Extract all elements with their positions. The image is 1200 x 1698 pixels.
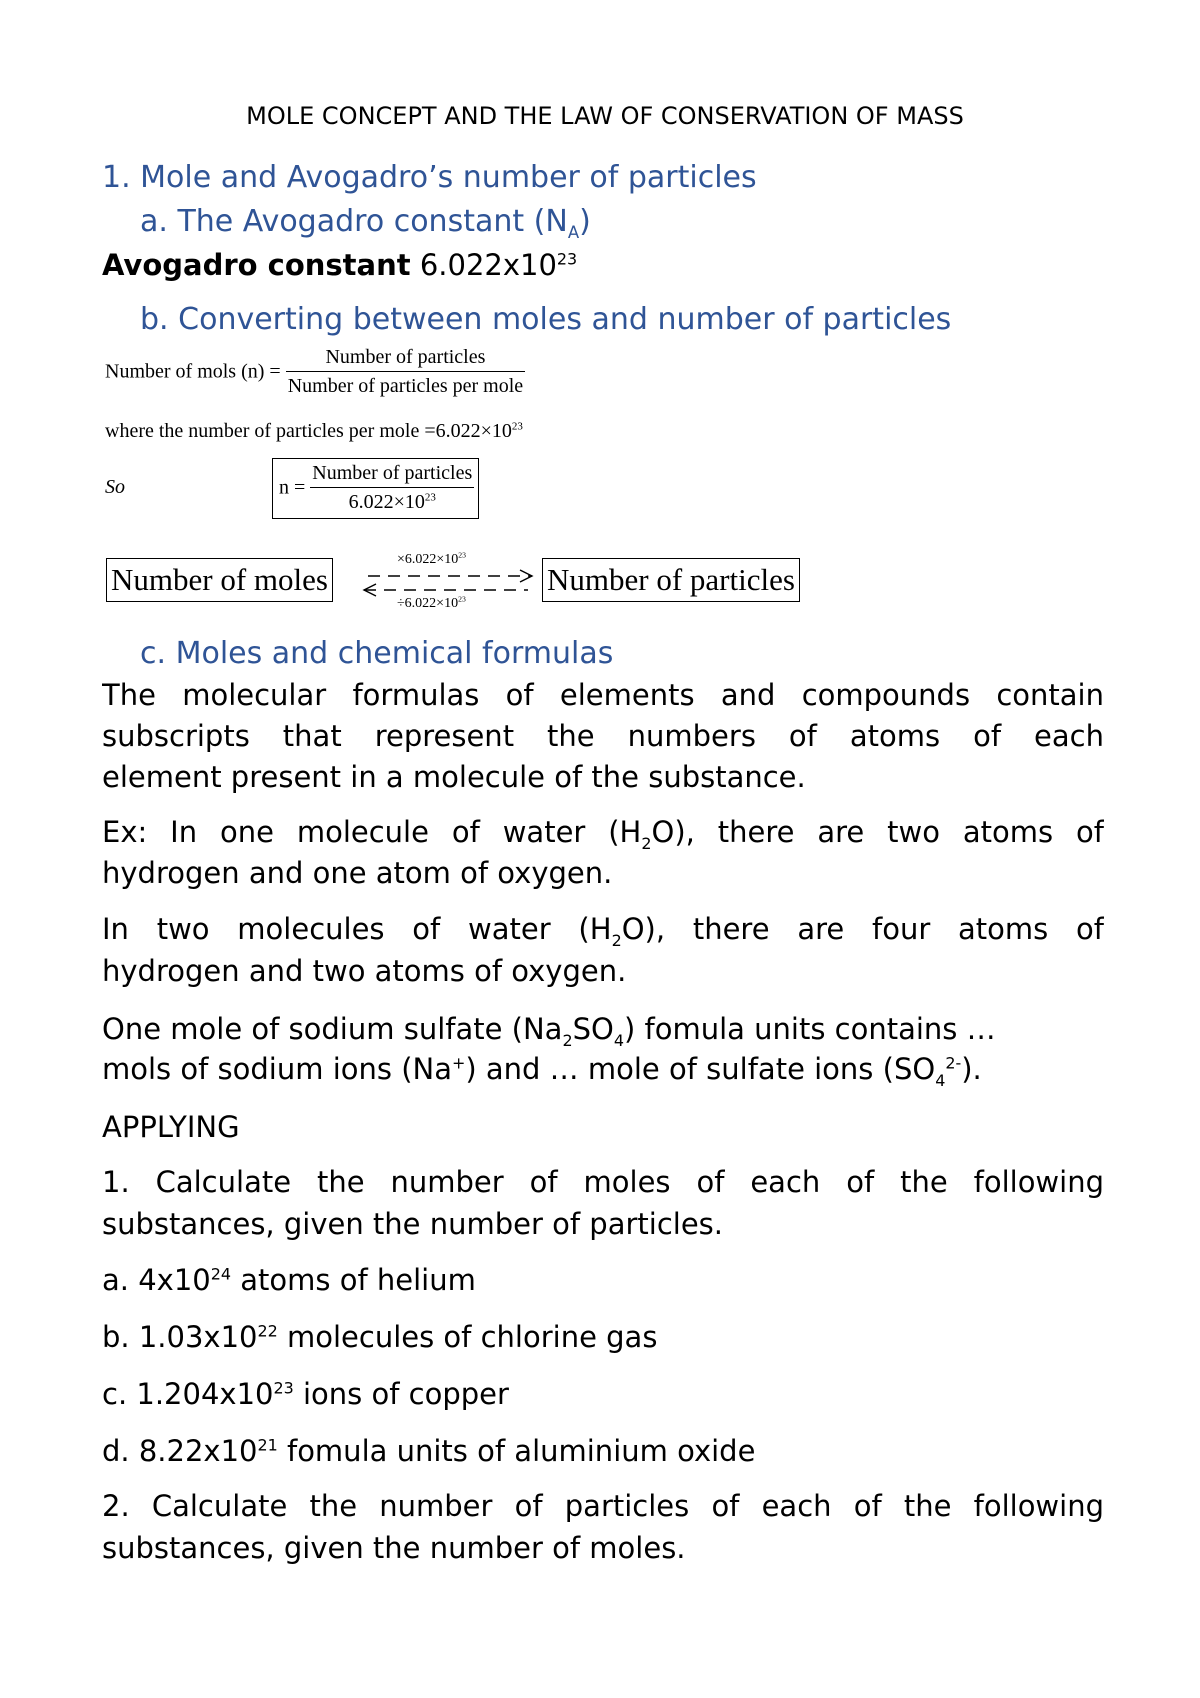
mole-equation xyxy=(105,346,525,398)
question-1c-a: c. 1.204x10 xyxy=(102,1377,274,1411)
question-1d-a: d. 8.22x10 xyxy=(102,1434,258,1468)
mole-equation-numerator: Number of particles xyxy=(286,346,525,372)
divide-label-exp: 23 xyxy=(458,594,466,604)
multiply-label xyxy=(397,550,466,567)
subsection-b-heading xyxy=(140,302,951,337)
subsection-a-close: ) xyxy=(579,204,591,239)
divide-label xyxy=(397,594,466,611)
mole-equation-lhs: Number of mols (n) = xyxy=(105,360,281,383)
avogadro-constant-line xyxy=(102,245,577,286)
para4-line2-a: mols of sodium ions (Na xyxy=(102,1052,452,1086)
section-1-number: 1. xyxy=(102,160,131,195)
para2-line1-a: Ex: In one molecule of water (H xyxy=(102,815,642,849)
avogadro-exponent: 23 xyxy=(556,249,578,269)
avogadro-label: Avogadro constant xyxy=(102,248,411,282)
para2-line1-b: O), there are two atoms of xyxy=(651,815,1104,849)
question-1b-exp: 22 xyxy=(257,1321,278,1341)
mole-equation-fraction xyxy=(286,346,525,398)
para4-line1-sub2: 4 xyxy=(613,1030,624,1050)
para4-line1-a: One mole of sodium sulfate (Na xyxy=(102,1012,563,1046)
para2-line1 xyxy=(102,815,1104,849)
question-1d xyxy=(102,1431,755,1472)
boxed-formula-numerator: Number of particles xyxy=(310,462,474,488)
question-1c xyxy=(102,1374,509,1415)
particles-box: Number of particles xyxy=(542,558,800,602)
particles-per-mole-line xyxy=(105,420,523,443)
para3-line1-sub: 2 xyxy=(611,930,622,946)
particles-per-mole-exponent: 23 xyxy=(511,420,523,433)
para1-line1: The molecular formulas of elements and compounds contain xyxy=(102,678,1104,712)
para2-line2: hydrogen and one atom of oxygen. xyxy=(102,856,613,890)
para4-line2-b: ) and … mole of sulfate ions (SO xyxy=(465,1052,936,1086)
question-1b-b: molecules of chlorine gas xyxy=(277,1320,658,1354)
subsection-a-subscript: A xyxy=(567,223,580,242)
boxed-formula-fraction xyxy=(310,462,474,514)
question-1d-exp: 21 xyxy=(257,1435,278,1455)
page-title: MOLE CONCEPT AND THE LAW OF CONSERVATION OF MASS xyxy=(246,102,964,130)
boxed-formula xyxy=(272,458,479,519)
subsection-c-title: Moles and chemical formulas xyxy=(175,636,614,671)
para3-line1 xyxy=(102,912,1104,946)
question-1b-a: b. 1.03x10 xyxy=(102,1320,258,1354)
moles-box: Number of moles xyxy=(106,558,333,602)
para4-line2-sup1: + xyxy=(452,1053,466,1073)
para3-line1-b: O), there are four atoms of xyxy=(621,912,1104,946)
conversion-arrows xyxy=(362,568,534,598)
boxed-formula-den-exponent: 23 xyxy=(424,491,436,504)
subsection-b-title: Converting between moles and number of particles xyxy=(178,302,952,337)
boxed-formula-den-base: 6.022×10 xyxy=(348,491,425,513)
mole-equation-denominator: Number of particles per mole xyxy=(287,375,524,397)
question-1a xyxy=(102,1260,476,1301)
divide-label-base: ÷6.022×10 xyxy=(397,596,459,611)
subsection-a-number: a. xyxy=(140,204,168,239)
para4-line2-c: ). xyxy=(961,1052,982,1086)
para4-line1 xyxy=(102,1009,996,1050)
question-2-line1: 2. Calculate the number of particles of each of the following xyxy=(102,1489,1104,1523)
multiply-label-base: ×6.022×10 xyxy=(397,552,459,567)
avogadro-value: 6.022x10 xyxy=(419,248,557,282)
para3-line1-a: In two molecules of water (H xyxy=(102,912,612,946)
subsection-b-number: b. xyxy=(140,302,169,337)
section-1-heading xyxy=(102,160,757,195)
multiply-label-exp: 23 xyxy=(458,550,466,560)
section-1-title: Mole and Avogadro’s number of particles xyxy=(140,160,757,195)
para4-line2 xyxy=(102,1049,982,1090)
subsection-a-heading xyxy=(140,204,591,242)
question-1d-b: fomula units of aluminium oxide xyxy=(277,1434,756,1468)
boxed-formula-denominator xyxy=(310,488,474,514)
para4-line1-c: ) fomula units contains … xyxy=(623,1012,996,1046)
para4-line2-sup2: 2- xyxy=(945,1053,962,1073)
para4-line1-sub1: 2 xyxy=(562,1030,573,1050)
question-1c-exp: 23 xyxy=(273,1378,294,1398)
question-1-line1: 1. Calculate the number of moles of each of the following xyxy=(102,1165,1104,1199)
boxed-formula-lhs: n = xyxy=(279,476,306,499)
question-1a-a: a. 4x10 xyxy=(102,1263,211,1297)
para4-line2-sub: 4 xyxy=(935,1070,946,1090)
para4-line1-b: SO xyxy=(572,1012,614,1046)
question-1-line2: substances, given the number of particles. xyxy=(102,1207,724,1241)
applying-heading: APPLYING xyxy=(102,1110,240,1144)
particles-per-mole-text: where the number of particles per mole =6.022×10 xyxy=(105,420,512,442)
question-2-line2: substances, given the number of moles. xyxy=(102,1531,686,1565)
subsection-c-heading xyxy=(140,636,613,671)
question-1c-b: ions of copper xyxy=(293,1377,509,1411)
question-1a-exp: 24 xyxy=(210,1264,232,1284)
subsection-a-title: The Avogadro constant (N xyxy=(177,204,568,239)
para1-line3: element present in a molecule of the substance. xyxy=(102,760,806,794)
subsection-c-number: c. xyxy=(140,636,167,671)
question-1b xyxy=(102,1317,657,1358)
para1-line2: subscripts that represent the numbers of atoms of each xyxy=(102,719,1104,753)
para3-line2: hydrogen and two atoms of oxygen. xyxy=(102,954,627,988)
so-label: So xyxy=(105,476,125,498)
para2-line1-sub: 2 xyxy=(641,833,652,849)
question-1a-b: atoms of helium xyxy=(231,1263,476,1297)
